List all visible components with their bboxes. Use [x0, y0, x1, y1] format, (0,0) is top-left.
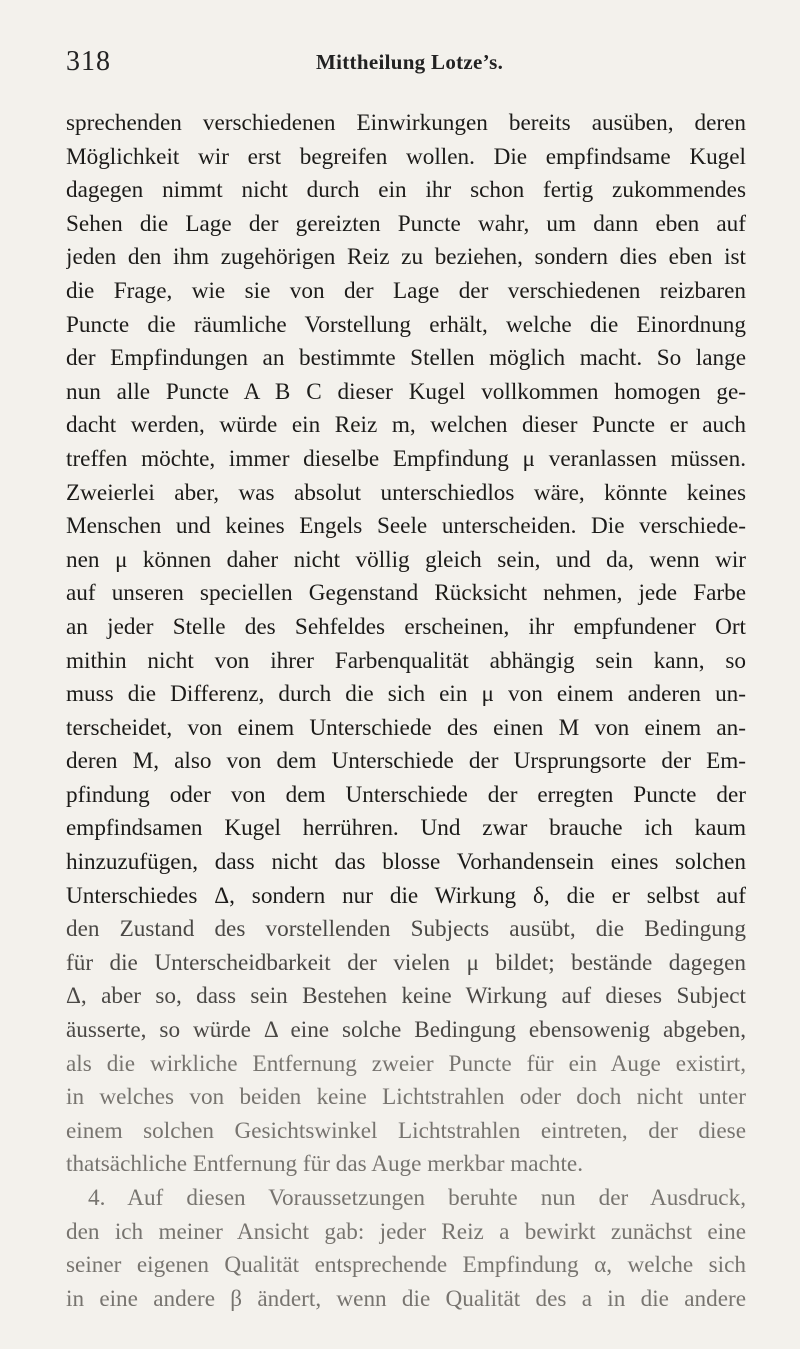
text-line: Zweierlei aber, was absolut unterschiedlos wäre, könnte keines [66, 479, 746, 506]
running-head [66, 46, 746, 86]
text-line: nun alle Puncte A B C dieser Kugel vollkommen homogen ge- [66, 378, 746, 405]
text-line: äusserte, so würde Δ eine solche Bedingung ebensowenig abgeben, [66, 1017, 746, 1044]
text-line: einem solchen Gesichtswinkel Lichtstrahlen eintreten, der diese [66, 1117, 746, 1144]
text-line: für die Unterscheidbarkeit der vielen μ bildet; bestände dagegen [66, 949, 746, 976]
text-line: sprechenden verschiedenen Einwirkungen bereits ausüben, deren [66, 110, 746, 136]
running-title: Mittheilung Lotze’s. [316, 50, 504, 74]
text-line: thatsächliche Entfernung für das Auge merkbar machte. [66, 1151, 584, 1178]
text-line: als die wirkliche Entfernung zweier Puncte für ein Auge existirt, [66, 1050, 746, 1077]
text-line: Puncte die räumliche Vorstellung erhält, welche die Einordnung [66, 311, 746, 338]
page-number: 318 [66, 46, 111, 77]
text-line: den Zustand des vorstellenden Subjects ausübt, die Bedingung [66, 916, 746, 943]
text-line: mithin nicht von ihrer Farbenqualität abhängig sein kann, so [66, 647, 746, 674]
section-4-start: 4. Auf diesen Voraussetzungen beruhte nun der Ausdruck, [88, 1185, 746, 1211]
text-line: auf unseren speciellen Gegenstand Rücksicht nehmen, jede Farbe [66, 580, 746, 607]
text-line: Möglichkeit wir erst begreifen wollen. Die empfindsame Kugel [66, 143, 746, 170]
text-line: dagegen nimmt nicht durch ein ihr schon fertig zukommendes [66, 177, 746, 204]
text-line: in welches von beiden keine Lichtstrahlen oder doch nicht unter [66, 1084, 746, 1111]
text-line: an jeder Stelle des Sehfeldes erscheinen, ihr empfundener Ort [66, 613, 746, 640]
text-line: dacht werden, würde ein Reiz m, welchen dieser Puncte er auch [66, 412, 746, 439]
text-line: in eine andere β ändert, wenn die Qualität des a in die andere [66, 1285, 746, 1312]
text-line: hinzuzufügen, dass nicht das blosse Vorhandensein eines solchen [66, 849, 746, 876]
body-text [66, 107, 746, 1316]
text-line: Unterschiedes Δ, sondern nur die Wirkung δ, die er selbst auf [66, 882, 746, 909]
text-line: empfindsamen Kugel herrühren. Und zwar brauche ich kaum [66, 815, 746, 842]
text-line: Δ, aber so, dass sein Bestehen keine Wirkung auf dieses Subject [66, 983, 746, 1010]
text-line: jeden den ihm zugehörigen Reiz zu beziehen, sondern dies eben ist [66, 244, 746, 271]
text-line: die Frage, wie sie von der Lage der verschiedenen reizbaren [66, 277, 746, 304]
text-line: muss die Differenz, durch die sich ein μ von einem anderen un- [66, 681, 746, 708]
text-line: seiner eigenen Qualität entsprechende Empfindung α, welche sich [66, 1252, 746, 1279]
text-line: deren M, also von dem Unterschiede der Ursprungsorte der Em- [66, 748, 746, 775]
text-line: Menschen und keines Engels Seele unterscheiden. Die verschiede- [66, 513, 746, 540]
text-line: terscheidet, von einem Unterschiede des einen M von einem an- [66, 714, 746, 741]
text-line: den ich meiner Ansicht gab: jeder Reiz a bewirkt zunächst eine [66, 1218, 746, 1245]
text-line: Sehen die Lage der gereizten Puncte wahr, um dann eben auf [66, 210, 746, 237]
text-line: der Empfindungen an bestimmte Stellen möglich macht. So lange [66, 345, 746, 372]
text-line: nen μ können daher nicht völlig gleich sein, und da, wenn wir [66, 546, 746, 573]
text-line: treffen möchte, immer dieselbe Empfindung μ veranlassen müssen. [66, 445, 746, 472]
text-line: pfindung oder von dem Unterschiede der erregten Puncte der [66, 781, 746, 808]
